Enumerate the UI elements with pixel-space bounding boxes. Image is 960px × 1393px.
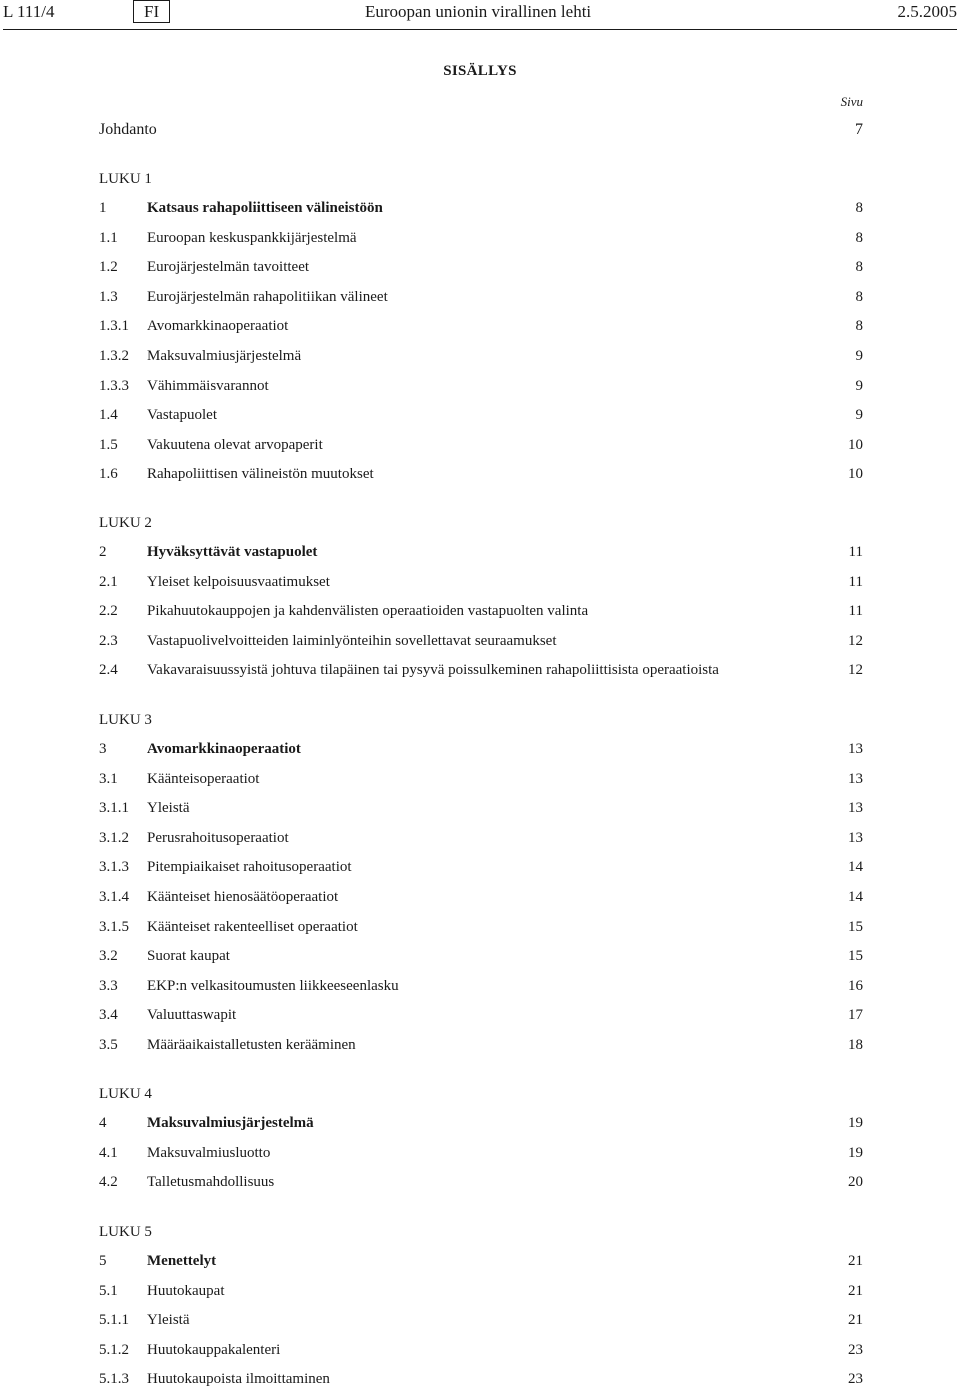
toc-entry-page: 8 xyxy=(855,318,863,334)
toc-entry-page: 13 xyxy=(848,771,863,787)
toc-entry-number: 1.3 xyxy=(99,289,118,305)
toc-entry xyxy=(99,771,863,791)
toc-entry-page: 9 xyxy=(855,407,863,423)
toc-entry-number: 1.6 xyxy=(99,466,118,482)
toc-entry-number: 1.4 xyxy=(99,407,118,423)
language-code: FI xyxy=(133,0,170,23)
toc-entry-number: 3.4 xyxy=(99,1007,118,1023)
toc-entry-number: 3.3 xyxy=(99,978,118,994)
toc-entry-title: Käänteiset hienosäätöoperaatiot xyxy=(147,889,339,905)
toc-entry-page: 17 xyxy=(848,1007,863,1023)
toc-entry-number: 1.3.2 xyxy=(99,348,129,364)
toc-entry xyxy=(99,800,863,820)
toc-entry-title: Vakuutena olevat arvopaperit xyxy=(147,437,323,453)
page-header xyxy=(0,0,960,30)
toc-entry-title: Eurojärjestelmän rahapolitiikan välineet xyxy=(147,289,388,305)
toc-entry-title: Maksuvalmiusjärjestelmä xyxy=(147,1115,314,1131)
toc-entry-title: Hyväksyttävät vastapuolet xyxy=(147,544,318,560)
toc-entry xyxy=(99,1115,863,1135)
toc-entry-number: 4 xyxy=(99,1115,107,1131)
toc-entry-title: Eurojärjestelmän tavoitteet xyxy=(147,259,310,275)
toc-entry-page: 9 xyxy=(855,378,863,394)
toc-entry-title: Euroopan keskuspankkijärjestelmä xyxy=(147,230,357,246)
toc-entry-title: Maksuvalmiusluotto xyxy=(147,1145,271,1161)
toc-entry-title: Huutokauppakalenteri xyxy=(147,1342,281,1358)
toc-entry-title: Huutokaupoista ilmoittaminen xyxy=(147,1371,330,1387)
toc-entry-page: 19 xyxy=(848,1115,863,1131)
toc-entry xyxy=(99,437,863,457)
toc-entry-number: 1 xyxy=(99,200,107,216)
toc-entry-title: Katsaus rahapoliittiseen välineistöön xyxy=(147,200,383,216)
toc-entry-title: Huutokaupat xyxy=(147,1283,225,1299)
toc-entry-title: Vastapuolivelvoitteiden laiminlyönteihin sovellettavat seuraamukset xyxy=(147,633,557,649)
toc-entry-page: 18 xyxy=(848,1037,863,1053)
toc-entry-number: 2.2 xyxy=(99,603,118,619)
toc-entry-number: 3.1.5 xyxy=(99,919,129,935)
toc-entry xyxy=(99,1342,863,1362)
toc-entry-page: 21 xyxy=(848,1312,863,1328)
toc-entry-number: 2.3 xyxy=(99,633,118,649)
toc-entry-number: 3.1.3 xyxy=(99,859,129,875)
toc-entry-page: 12 xyxy=(848,633,863,649)
toc-entry-title: Avomarkkinaoperaatiot xyxy=(147,318,289,334)
toc-entry xyxy=(99,948,863,968)
toc-entry xyxy=(99,1371,863,1391)
toc-entry-number: 2.1 xyxy=(99,574,118,590)
toc-entry xyxy=(99,1283,863,1303)
toc-entry-page: 10 xyxy=(848,466,863,482)
toc-entry-number: 1.1 xyxy=(99,230,118,246)
toc-entry-title: Valuuttaswapit xyxy=(147,1007,237,1023)
toc-entry-title: Vakavaraisuussyistä johtuva tilapäinen tai pysyvä poissulkeminen rahapoliittisista operaatioista xyxy=(147,662,719,678)
toc-entry-title: Rahapoliittisen välineistön muutokset xyxy=(147,466,374,482)
toc-entry xyxy=(99,466,863,486)
toc-entry xyxy=(99,230,863,250)
toc-entry xyxy=(99,1174,863,1194)
toc-entry-number: 1.2 xyxy=(99,259,118,275)
toc-entry-number: 1.3.3 xyxy=(99,378,129,394)
toc-entry-title: Suorat kaupat xyxy=(147,948,230,964)
chapter-label: LUKU 5 xyxy=(99,1224,152,1240)
toc-entry-title: Pitempiaikaiset rahoitusoperaatiot xyxy=(147,859,352,875)
toc-entry-title: EKP:n velkasitoumusten liikkeeseenlasku xyxy=(147,978,399,994)
toc-intro-title: Johdanto xyxy=(99,121,157,138)
toc-entry-number: 3 xyxy=(99,741,107,757)
chapter-label: LUKU 3 xyxy=(99,712,152,728)
toc-entry-number: 2.4 xyxy=(99,662,118,678)
toc-entry-title: Yleistä xyxy=(147,1312,190,1328)
toc-entry-page: 8 xyxy=(855,259,863,275)
toc-entry xyxy=(99,662,863,682)
toc-entry-page: 16 xyxy=(848,978,863,994)
toc-entry-page: 11 xyxy=(848,574,863,590)
toc-entry-title: Avomarkkinaoperaatiot xyxy=(147,741,301,757)
toc-entry-page: 21 xyxy=(848,1283,863,1299)
toc-entry xyxy=(99,741,863,761)
toc-entry xyxy=(99,978,863,998)
toc-entry-number: 3.5 xyxy=(99,1037,118,1053)
toc-entry-title: Vastapuolet xyxy=(147,407,217,423)
page-column-label: Sivu xyxy=(840,94,863,109)
toc-entry-page: 13 xyxy=(848,741,863,757)
toc-entry-title: Perusrahoitusoperaatiot xyxy=(147,830,289,846)
toc-entry-title: Yleistä xyxy=(147,800,190,816)
toc-entry-title: Käänteiset rakenteelliset operaatiot xyxy=(147,919,358,935)
toc-entry-number: 3.1 xyxy=(99,771,118,787)
toc-entry-number: 3.1.1 xyxy=(99,800,129,816)
toc-entry-page: 14 xyxy=(848,889,863,905)
toc-entry-page: 8 xyxy=(855,289,863,305)
toc-entry xyxy=(99,633,863,653)
toc-entry-number: 2 xyxy=(99,544,107,560)
publication-date: 2.5.2005 xyxy=(897,2,957,21)
toc-entry-title: Talletusmahdollisuus xyxy=(147,1174,275,1190)
toc-entry xyxy=(99,544,863,564)
toc-entry-number: 4.1 xyxy=(99,1145,118,1161)
toc-entry xyxy=(99,1145,863,1165)
toc-entry xyxy=(99,830,863,850)
toc-entry xyxy=(99,603,863,623)
toc-entry xyxy=(99,859,863,879)
toc-entry xyxy=(99,318,863,338)
toc-entry-number: 3.1.4 xyxy=(99,889,129,905)
toc-entry-page: 12 xyxy=(848,662,863,678)
toc-entry-number: 1.3.1 xyxy=(99,318,129,334)
toc-entry-number: 5.1.3 xyxy=(99,1371,129,1387)
toc-title: SISÄLLYS xyxy=(443,63,517,79)
journal-code: L 111/4 xyxy=(3,2,55,21)
toc-entry-page: 20 xyxy=(848,1174,863,1190)
toc-entry xyxy=(99,1312,863,1332)
toc-entry-title: Pikahuutokauppojen ja kahdenvälisten operaatioiden vastapuolten valinta xyxy=(147,603,589,619)
toc-entry-title: Vähimmäisvarannot xyxy=(147,378,269,394)
journal-title: Euroopan unionin virallinen lehti xyxy=(365,2,592,21)
toc-entry-page: 23 xyxy=(848,1342,863,1358)
toc-entry-number: 5.1.1 xyxy=(99,1312,129,1328)
toc-entry xyxy=(99,889,863,909)
toc-entry xyxy=(99,919,863,939)
toc-entry xyxy=(99,259,863,279)
toc-entry-page: 14 xyxy=(848,859,863,875)
toc-entry xyxy=(99,289,863,309)
toc-entry-number: 1.5 xyxy=(99,437,118,453)
toc-entry-page: 9 xyxy=(855,348,863,364)
toc-entry-number: 5 xyxy=(99,1253,107,1269)
toc-entry-page: 8 xyxy=(855,230,863,246)
toc-entry-number: 4.2 xyxy=(99,1174,118,1190)
toc-entry-title: Määräaikaistalletusten kerääminen xyxy=(147,1037,356,1053)
toc-entry xyxy=(99,378,863,398)
toc-entry-page: 19 xyxy=(848,1145,863,1161)
toc-entry-page: 21 xyxy=(848,1253,863,1269)
toc-entry xyxy=(99,1037,863,1057)
toc-entry-number: 5.1 xyxy=(99,1283,118,1299)
toc-entry xyxy=(99,574,863,594)
toc-entry-page: 11 xyxy=(848,603,863,619)
toc-entry xyxy=(99,1253,863,1273)
toc-intro-row xyxy=(99,121,863,141)
toc-entry xyxy=(99,1007,863,1027)
toc-entry-title: Maksuvalmiusjärjestelmä xyxy=(147,348,302,364)
chapter-label: LUKU 1 xyxy=(99,171,152,187)
toc-entry-page: 11 xyxy=(848,544,863,560)
toc-entry-page: 13 xyxy=(848,830,863,846)
toc-entry-page: 10 xyxy=(848,437,863,453)
toc-entry xyxy=(99,348,863,368)
toc-entry-title: Menettelyt xyxy=(147,1253,217,1269)
chapter-label: LUKU 2 xyxy=(99,515,152,531)
toc-entry-number: 3.2 xyxy=(99,948,118,964)
toc-entry xyxy=(99,407,863,427)
toc-entry-page: 23 xyxy=(848,1371,863,1387)
chapter-label: LUKU 4 xyxy=(99,1086,152,1102)
toc-entry-number: 3.1.2 xyxy=(99,830,129,846)
toc-entry xyxy=(99,200,863,220)
toc-entry-title: Yleiset kelpoisuusvaatimukset xyxy=(147,574,330,590)
toc-entry-number: 5.1.2 xyxy=(99,1342,129,1358)
toc-entry-page: 13 xyxy=(848,800,863,816)
toc-intro-page: 7 xyxy=(855,121,863,138)
header-divider xyxy=(3,29,957,30)
toc-entry-title: Käänteisoperaatiot xyxy=(147,771,260,787)
toc-entry-page: 15 xyxy=(848,919,863,935)
toc-entry-page: 15 xyxy=(848,948,863,964)
toc-entry-page: 8 xyxy=(855,200,863,216)
